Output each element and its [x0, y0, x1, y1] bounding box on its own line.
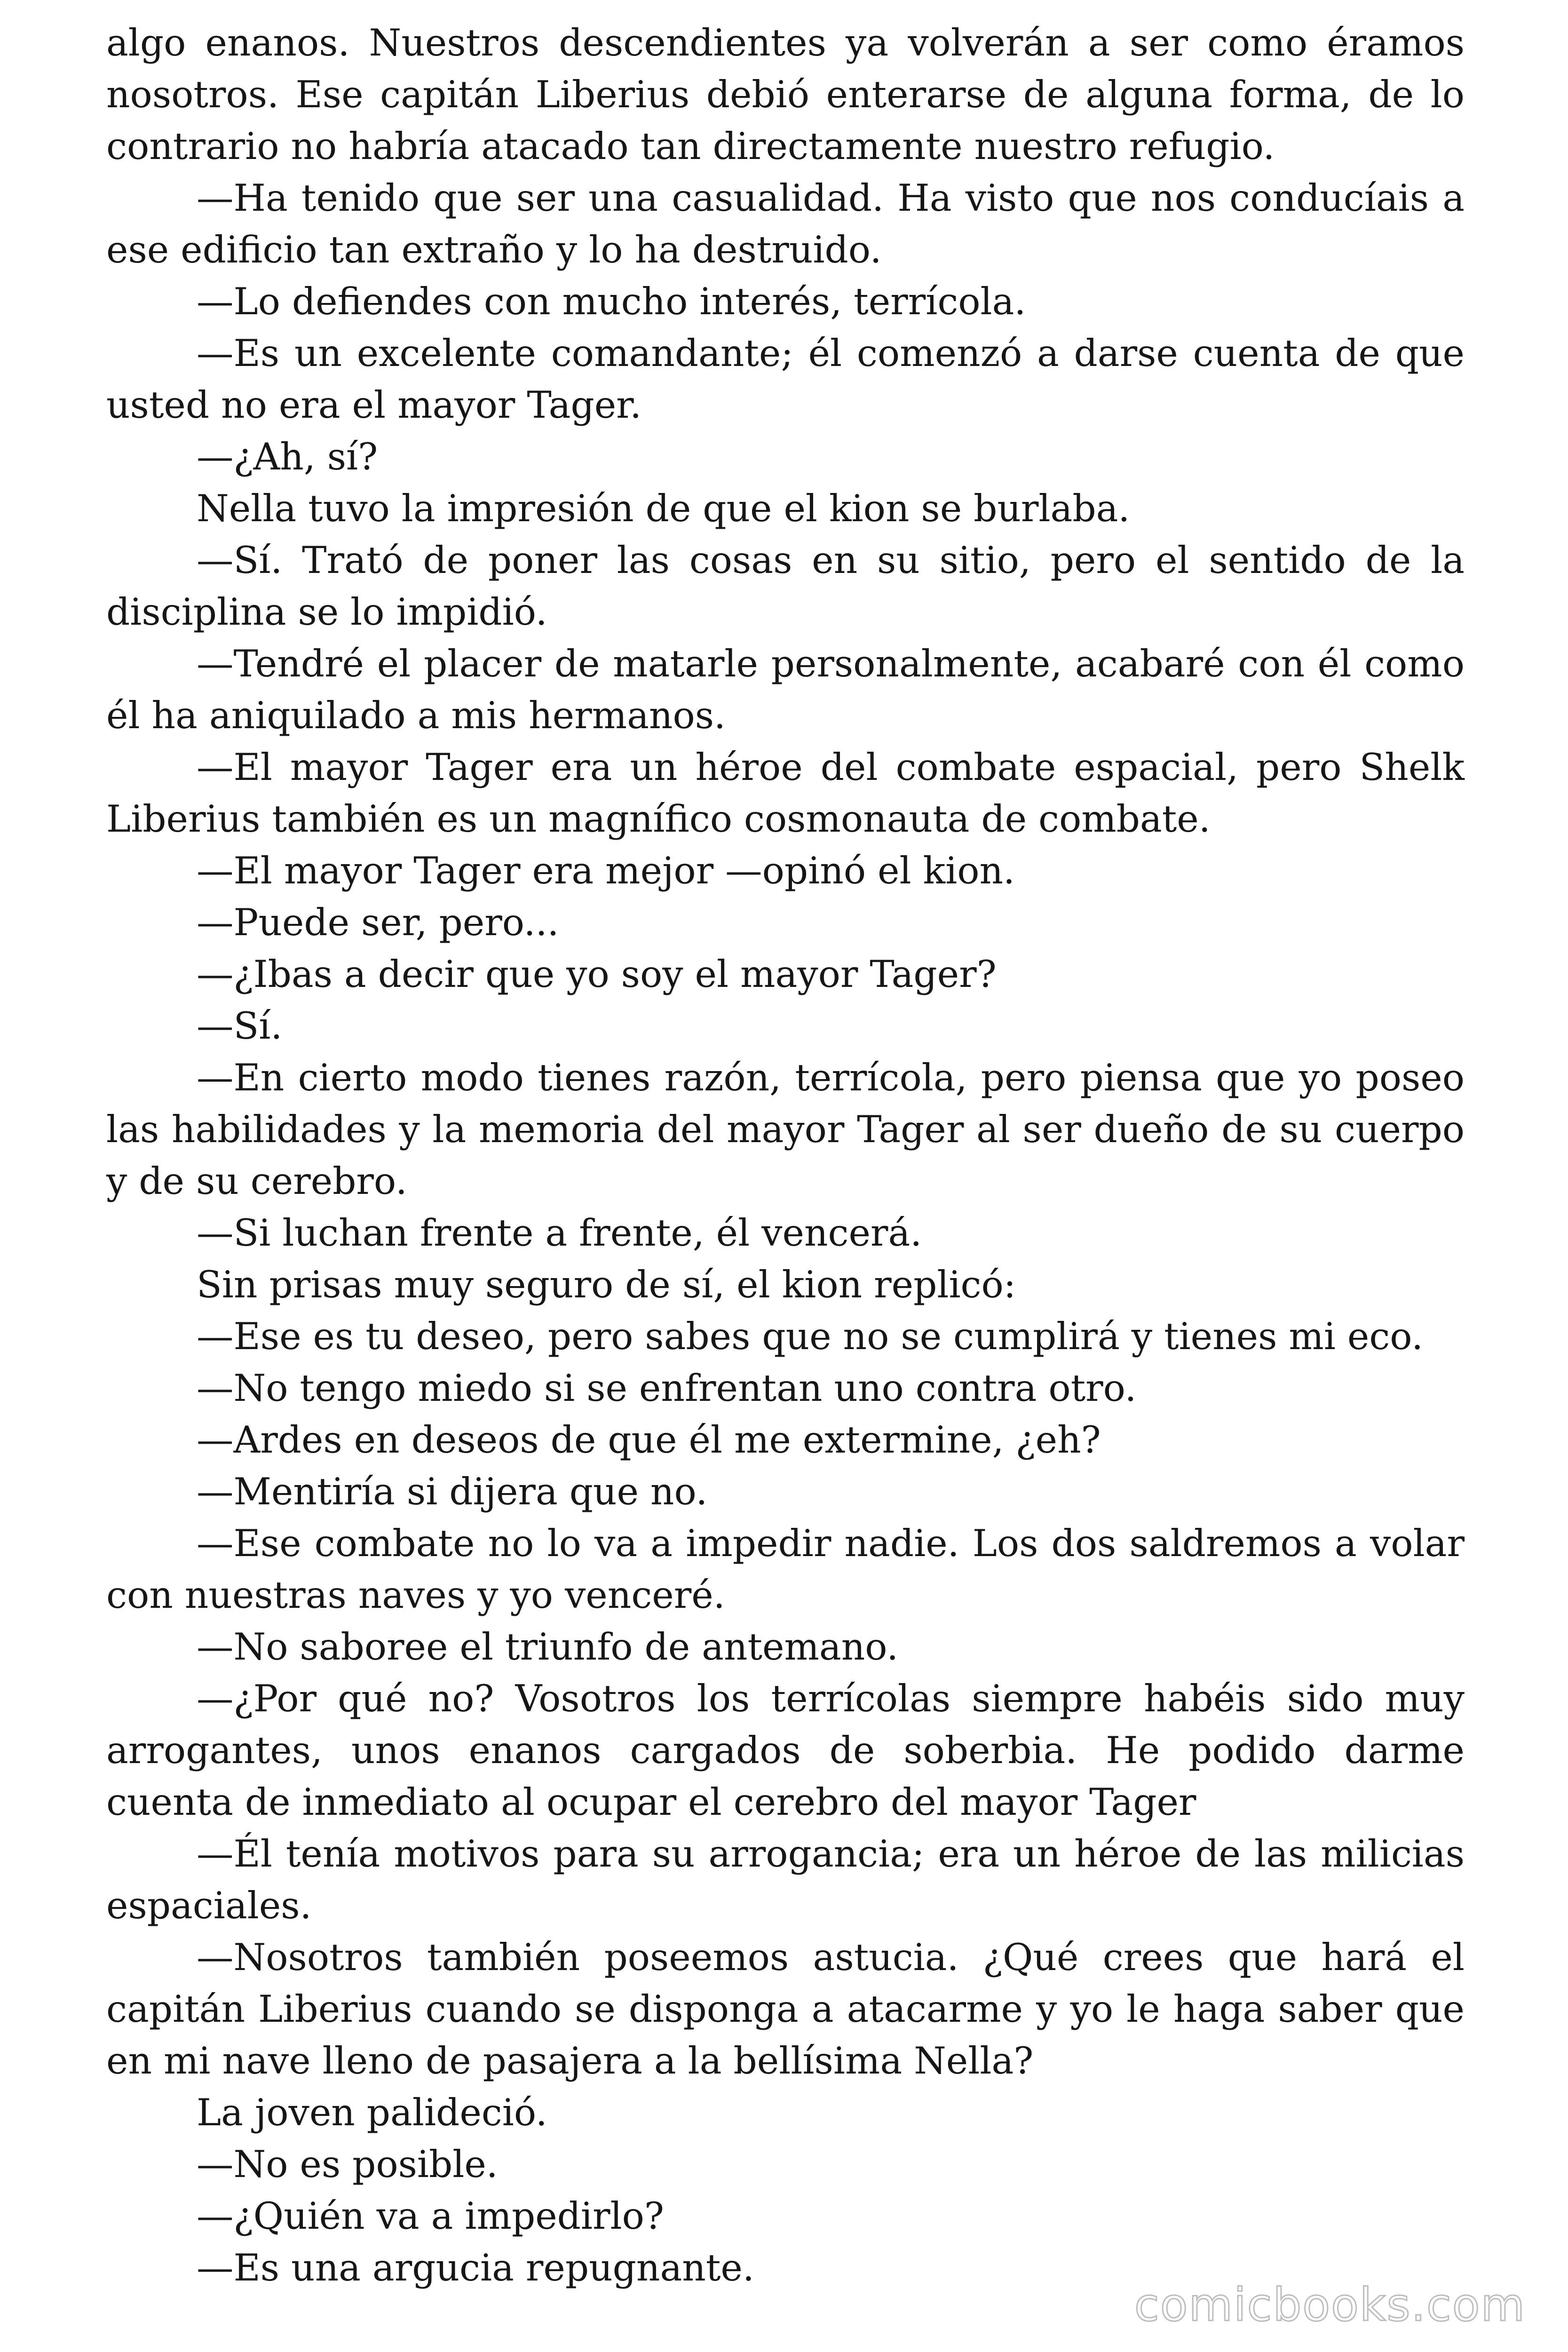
paragraph: La joven palideció.: [197, 2091, 547, 2134]
paragraph: —Si luchan frente a frente, él vencerá.: [197, 1211, 922, 1255]
paragraph: —¿Ah, sí?: [197, 435, 378, 478]
paragraph: —Es una argucia repugnante.: [197, 2246, 754, 2289]
paragraph: —Es un excelente comandante; él comenzó a darse cuenta de que usted no era el mayor Tager.: [106, 332, 1465, 427]
page-text: [106, 17, 1465, 2294]
paragraph: —Mentiría si dijera que no.: [197, 1470, 708, 1513]
paragraph: —El mayor Tager era un héroe del combate espacial, pero Shelk Liberius también es un magnífico cosmonauta de combate.: [106, 746, 1465, 841]
paragraph: —Ese combate no lo va a impedir nadie. Los dos saldremos a volar con nuestras naves y yo venceré.: [106, 1522, 1465, 1617]
paragraph: —Él tenía motivos para su arrogancia; era un héroe de las milicias espaciales.: [106, 1832, 1465, 1927]
paragraph: Sin prisas muy seguro de sí, el kion replicó:: [197, 1263, 1016, 1306]
paragraph: —Sí. Trató de poner las cosas en su sitio, pero el sentido de la disciplina se lo impidió.: [106, 539, 1465, 634]
paragraph: —No saboree el triunfo de antemano.: [197, 1625, 899, 1669]
paragraph: —Nosotros también poseemos astucia. ¿Qué crees que hará el capitán Liberius cuando se disponga a atacarme y yo le haga saber que en mi nave lleno de pasajera a la bellísima Nella?: [106, 1936, 1465, 2082]
paragraph: —No es posible.: [197, 2143, 498, 2186]
paragraph: Nella tuvo la impresión de que el kion se burlaba.: [197, 487, 1130, 530]
paragraph: —Sí.: [197, 1004, 283, 1048]
paragraph: —En cierto modo tienes razón, terrícola, pero piensa que yo poseo las habilidades y la memoria del mayor Tager al ser dueño de su cuerpo y de su cerebro.: [106, 1056, 1465, 1203]
paragraph: —¿Ibas a decir que yo soy el mayor Tager?: [197, 953, 997, 996]
paragraph: —No tengo miedo si se enfrentan uno contra otro.: [197, 1367, 1137, 1410]
paragraph: —Puede ser, pero...: [197, 901, 559, 944]
watermark: comicbooks.com: [1134, 2279, 1526, 2331]
paragraph: —Ese es tu deseo, pero sabes que no se cumplirá y tienes mi eco.: [197, 1315, 1424, 1358]
paragraph: —Lo defiendes con mucho interés, terrícola.: [197, 280, 1026, 323]
paragraph: —Tendré el placer de matarle personalmente, acabaré con él como él ha aniquilado a mis hermanos.: [106, 642, 1465, 737]
paragraph: —¿Por qué no? Vosotros los terrícolas siempre habéis sido muy arrogantes, unos enanos cargados de soberbia. He podido darme cuenta de inmediato al ocupar el cerebro del mayor Tager: [106, 1677, 1465, 1824]
paragraph: —Ha tenido que ser una casualidad. Ha visto que nos conducíais a ese edificio tan extraño y lo ha destruido.: [106, 176, 1465, 271]
paragraph: —El mayor Tager era mejor —opinó el kion.: [197, 849, 1015, 892]
paragraph: algo enanos. Nuestros descendientes ya volverán a ser como éramos nosotros. Ese capitán Liberius debió enterarse de alguna forma, de lo contrario no habría atacado tan directamente nuestro refugio.: [106, 21, 1465, 168]
paragraph: —¿Quién va a impedirlo?: [197, 2194, 665, 2238]
paragraph: —Ardes en deseos de que él me extermine, ¿eh?: [197, 1418, 1101, 1462]
